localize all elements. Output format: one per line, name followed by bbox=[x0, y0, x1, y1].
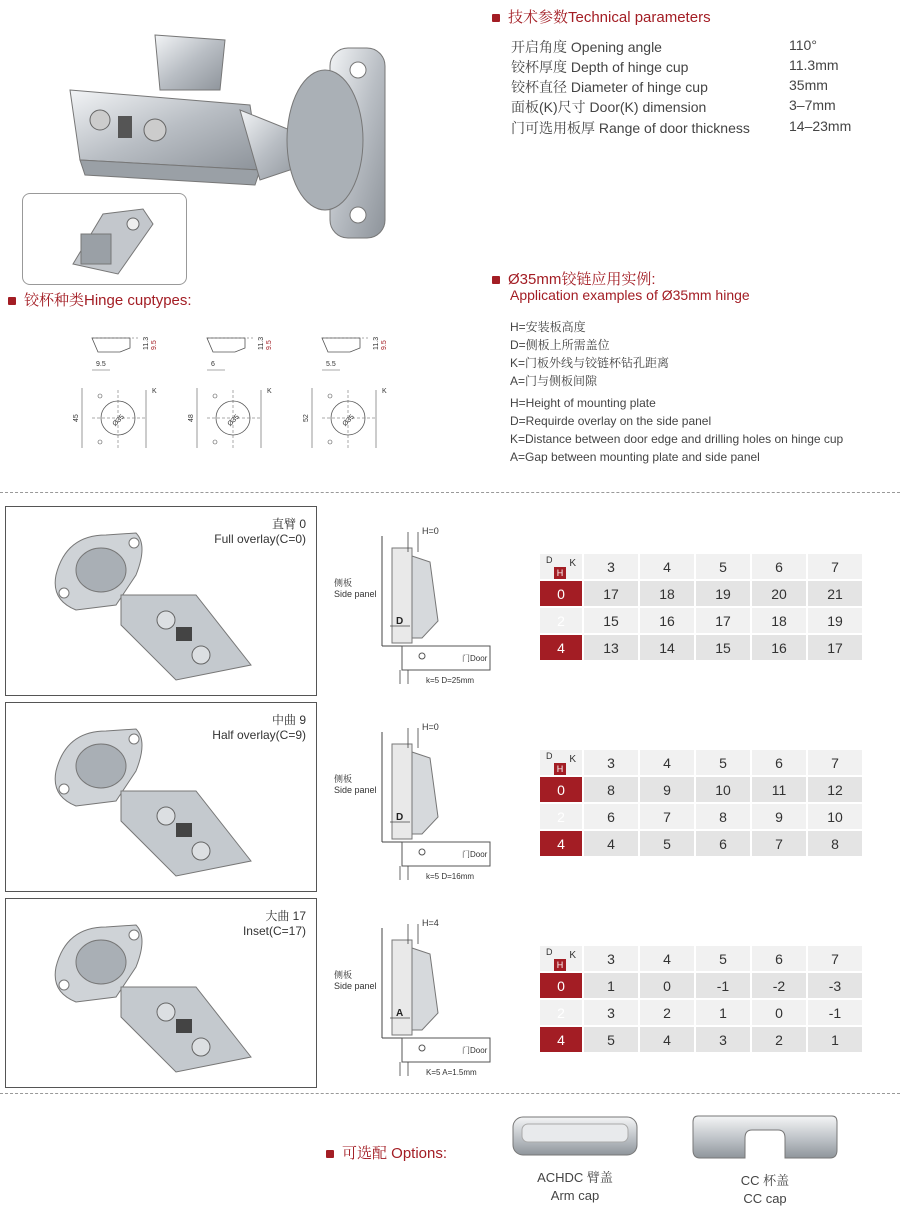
cup-profile bbox=[207, 338, 245, 352]
cup-diameter-label: Ø35 bbox=[341, 413, 356, 428]
table-cell: 4 bbox=[584, 831, 638, 856]
param-value: 11.3mm bbox=[789, 57, 839, 73]
table-cell: 6 bbox=[696, 831, 750, 856]
application-section-title bbox=[492, 268, 656, 289]
table-cell: 6 bbox=[584, 804, 638, 829]
table-cell: 2 bbox=[752, 1027, 806, 1052]
diagram-bottom-label: k=5 D=16mm bbox=[426, 872, 475, 881]
table-row bbox=[540, 635, 862, 660]
cup-profile bbox=[322, 338, 360, 352]
installation-diagram bbox=[330, 918, 510, 1083]
cup-diameter-label: Ø35 bbox=[226, 413, 241, 428]
cup-depth-label-red: 9.5 bbox=[266, 340, 273, 350]
technical-section-title bbox=[492, 6, 711, 27]
application-title-en: Application examples of Ø35mm hinge bbox=[510, 287, 750, 303]
table-h-header: 4 bbox=[540, 1027, 582, 1052]
table-k-header: 4 bbox=[640, 750, 694, 775]
legend-cn: H=安装板高度 bbox=[510, 320, 586, 334]
table-row bbox=[540, 1027, 862, 1052]
table-h-header: 2 bbox=[540, 1000, 582, 1025]
section-divider bbox=[0, 492, 900, 493]
table-k-header: 3 bbox=[584, 946, 638, 971]
table-cell: 1 bbox=[808, 1027, 862, 1052]
diagram-bottom-label: K=5 A=1.5mm bbox=[426, 1068, 477, 1077]
variant-hinge-photo bbox=[36, 711, 286, 891]
arm-cap-code: ACHDC 臂盖 bbox=[537, 1170, 613, 1185]
variant-name-cn: 直臂 0 bbox=[271, 517, 306, 531]
cup-depth-label: 11.3 bbox=[143, 336, 150, 350]
table-cell: 11 bbox=[752, 777, 806, 802]
table-cell: 9 bbox=[752, 804, 806, 829]
legend-en: A=Gap between mounting plate and side panel bbox=[510, 450, 760, 464]
diagram-door-label: 门Door bbox=[462, 1046, 488, 1055]
table-h-header: 2 bbox=[540, 804, 582, 829]
diagram-d-label: D bbox=[396, 616, 404, 627]
table-header-row bbox=[540, 946, 862, 971]
cup-depth-label: 11.3 bbox=[258, 336, 265, 350]
cc-cap-image bbox=[690, 1108, 840, 1163]
diagram-h-label: H=4 bbox=[422, 918, 439, 928]
variant-panel bbox=[5, 702, 317, 892]
section-divider bbox=[0, 1093, 900, 1094]
options-section-title bbox=[326, 1142, 447, 1163]
diagram-side-en: Side panel bbox=[334, 981, 377, 991]
diagram-side-en: Side panel bbox=[334, 785, 377, 795]
table-cell: 5 bbox=[584, 1027, 638, 1052]
table-cell: 8 bbox=[584, 777, 638, 802]
cc-cap-code: CC 杯盖 bbox=[740, 1173, 790, 1188]
variant-panel bbox=[5, 506, 317, 696]
table-h-header: 0 bbox=[540, 777, 582, 802]
technical-title: 技术参数Technical parameters bbox=[508, 9, 711, 26]
inset-hinge-photo bbox=[23, 194, 188, 286]
options-title: 可选配 Options: bbox=[342, 1145, 448, 1162]
param-label: 铰杯厚度 Depth of hinge cup bbox=[511, 59, 689, 75]
table-cell: 18 bbox=[640, 581, 694, 606]
variant-name-cn: 大曲 17 bbox=[265, 909, 306, 923]
table-cell: 20 bbox=[752, 581, 806, 606]
bullet-icon bbox=[492, 276, 500, 284]
table-cell: 10 bbox=[696, 777, 750, 802]
corner-k: K bbox=[569, 754, 576, 765]
corner-h: H bbox=[554, 959, 566, 971]
table-h-header: 4 bbox=[540, 635, 582, 660]
table-cell: 7 bbox=[640, 804, 694, 829]
arm-cap-name: Arm cap bbox=[550, 1188, 600, 1203]
table-row bbox=[540, 804, 862, 829]
table-cell: 14 bbox=[640, 635, 694, 660]
variant-hinge-photo bbox=[36, 515, 286, 695]
cup-depth-label-red: 9.5 bbox=[151, 340, 158, 350]
diagram-side-label bbox=[334, 970, 377, 992]
cup-screw-hole bbox=[213, 394, 217, 398]
installation-diagram-svg bbox=[330, 526, 510, 691]
legend-en: K=Distance between door edge and drilling holes on hinge cup bbox=[510, 432, 844, 446]
cup-offset-label: 9.5 bbox=[96, 361, 106, 368]
diagram-door-label: 门Door bbox=[462, 850, 488, 859]
table-cell: 4 bbox=[640, 1027, 694, 1052]
cuptypes-title: 铰杯种类Hinge cuptypes: bbox=[24, 292, 192, 309]
diagram-side-en: Side panel bbox=[334, 589, 377, 599]
table-cell: 16 bbox=[640, 608, 694, 633]
table-k-header: 3 bbox=[584, 750, 638, 775]
cup-k-label: K bbox=[382, 388, 387, 395]
table-header-row bbox=[540, 750, 862, 775]
table-row bbox=[540, 777, 862, 802]
installation-diagram bbox=[330, 722, 510, 887]
table-cell: 17 bbox=[584, 581, 638, 606]
table-cell: 8 bbox=[808, 831, 862, 856]
cuptypes-section-title bbox=[8, 289, 192, 310]
table-header-row bbox=[540, 554, 862, 579]
table-cell: 19 bbox=[808, 608, 862, 633]
table-cell: 9 bbox=[640, 777, 694, 802]
cup-screw-hole bbox=[328, 394, 332, 398]
bullet-icon bbox=[326, 1150, 334, 1158]
variant-name-en: Full overlay(C=0) bbox=[214, 532, 306, 546]
diagram-door-label: 门Door bbox=[462, 654, 488, 663]
variant-name-en: Inset(C=17) bbox=[242, 924, 306, 938]
table-cell: 18 bbox=[752, 608, 806, 633]
legend-en: H=Height of mounting plate bbox=[510, 396, 656, 410]
param-value-highlight: 35mm bbox=[789, 77, 828, 93]
corner-d: D bbox=[546, 947, 553, 957]
table-cell: 15 bbox=[696, 635, 750, 660]
cup-height-label: 48 bbox=[188, 414, 195, 422]
table-cell: 17 bbox=[808, 635, 862, 660]
corner-d: D bbox=[546, 751, 553, 761]
table-k-header: 5 bbox=[696, 554, 750, 579]
variant-hinge-photo bbox=[36, 907, 286, 1087]
application-title-cn: Ø35mm铰链应用实例: bbox=[508, 271, 656, 288]
installation-diagram-svg bbox=[330, 722, 510, 887]
diagram-h-label: H=0 bbox=[422, 722, 439, 732]
cup-k-label: K bbox=[267, 388, 272, 395]
corner-h: H bbox=[554, 763, 566, 775]
table-cell: 3 bbox=[696, 1027, 750, 1052]
table-k-header: 5 bbox=[696, 946, 750, 971]
variant-panel bbox=[5, 898, 317, 1088]
param-value: 14–23mm bbox=[789, 118, 852, 134]
table-cell: -1 bbox=[808, 1000, 862, 1025]
variant-name-cn: 中曲 9 bbox=[271, 713, 306, 727]
cup-height-label: 52 bbox=[303, 414, 310, 422]
cup-diagrams bbox=[70, 330, 410, 465]
corner-d: D bbox=[546, 555, 553, 565]
cup-diagrams-svg bbox=[70, 330, 410, 465]
param-label: 铰杯直径 Diameter of hinge cup bbox=[511, 79, 708, 95]
bullet-icon bbox=[492, 14, 500, 22]
table-cell: 21 bbox=[808, 581, 862, 606]
cc-cap-name: CC cap bbox=[743, 1191, 787, 1206]
installation-diagram bbox=[330, 526, 510, 691]
diagram-d-label: D bbox=[396, 812, 404, 823]
table-h-header: 4 bbox=[540, 831, 582, 856]
table-k-header: 6 bbox=[752, 554, 806, 579]
table-k-header: 3 bbox=[584, 554, 638, 579]
table-cell: 13 bbox=[584, 635, 638, 660]
cup-height-label: 45 bbox=[73, 414, 80, 422]
table-cell: -1 bbox=[696, 973, 750, 998]
table-cell: 7 bbox=[752, 831, 806, 856]
table-k-header: 6 bbox=[752, 750, 806, 775]
table-cell: -2 bbox=[752, 973, 806, 998]
param-value: 3–7mm bbox=[789, 97, 836, 113]
cup-screw-hole bbox=[328, 440, 332, 444]
table-k-header: 4 bbox=[640, 946, 694, 971]
table-cell: 15 bbox=[584, 608, 638, 633]
legend-cn: K=门板外线与铰链杯钻孔距离 bbox=[510, 356, 670, 370]
table-k-header: 7 bbox=[808, 750, 862, 775]
table-cell: 17 bbox=[696, 608, 750, 633]
cup-depth-label-red: 9.5 bbox=[381, 340, 388, 350]
inset-photo-frame bbox=[22, 193, 187, 285]
installation-diagram-svg bbox=[330, 918, 510, 1083]
table-cell: 3 bbox=[584, 1000, 638, 1025]
param-label: 面板(K)尺寸 Door(K) dimension bbox=[511, 99, 707, 115]
param-value: 110° bbox=[789, 37, 817, 53]
table-cell: 2 bbox=[640, 1000, 694, 1025]
diagram-d-label: A bbox=[396, 1008, 404, 1019]
cup-diameter-label: Ø35 bbox=[111, 413, 126, 428]
diagram-side-cn: 侧板 bbox=[334, 970, 353, 980]
overlay-table bbox=[538, 748, 864, 858]
table-cell: 5 bbox=[640, 831, 694, 856]
param-label: 开启角度 Opening angle bbox=[511, 39, 662, 55]
table-cell: 1 bbox=[584, 973, 638, 998]
legend-cn: A=门与侧板间隙 bbox=[510, 374, 598, 388]
diagram-side-label bbox=[334, 774, 377, 796]
table-corner bbox=[540, 750, 582, 775]
table-cell: 19 bbox=[696, 581, 750, 606]
table-h-header: 0 bbox=[540, 581, 582, 606]
corner-k: K bbox=[569, 558, 576, 569]
table-k-header: 6 bbox=[752, 946, 806, 971]
table-corner bbox=[540, 554, 582, 579]
table-cell: 8 bbox=[696, 804, 750, 829]
table-cell: 1 bbox=[696, 1000, 750, 1025]
cup-depth-label: 11.3 bbox=[373, 336, 380, 350]
legend-en: D=Requirde overlay on the side panel bbox=[510, 414, 712, 428]
corner-h: H bbox=[554, 567, 566, 579]
table-row bbox=[540, 608, 862, 633]
diagram-h-label: H=0 bbox=[422, 526, 439, 536]
table-k-header: 4 bbox=[640, 554, 694, 579]
cup-screw-hole bbox=[98, 394, 102, 398]
table-cell: 16 bbox=[752, 635, 806, 660]
cup-profile bbox=[92, 338, 130, 352]
corner-k: K bbox=[569, 950, 576, 961]
overlay-table bbox=[538, 944, 864, 1054]
variant-name-en: Half overlay(C=9) bbox=[212, 728, 306, 742]
legend-cn: D=侧板上所需盖位 bbox=[510, 338, 610, 352]
param-label: 门可选用板厚 Range of door thickness bbox=[511, 120, 750, 136]
cup-screw-hole bbox=[213, 440, 217, 444]
table-cell: 10 bbox=[808, 804, 862, 829]
table-k-header: 7 bbox=[808, 554, 862, 579]
diagram-side-cn: 侧板 bbox=[334, 774, 353, 784]
table-h-header: 0 bbox=[540, 973, 582, 998]
bullet-icon bbox=[8, 297, 16, 305]
table-k-header: 7 bbox=[808, 946, 862, 971]
cup-k-label: K bbox=[152, 388, 157, 395]
table-h-header: 2 bbox=[540, 608, 582, 633]
table-row bbox=[540, 581, 862, 606]
table-cell: 0 bbox=[752, 1000, 806, 1025]
table-row bbox=[540, 1000, 862, 1025]
table-cell: 0 bbox=[640, 973, 694, 998]
diagram-side-label bbox=[334, 578, 377, 600]
table-corner bbox=[540, 946, 582, 971]
cup-screw-hole bbox=[98, 440, 102, 444]
arm-cap-image bbox=[510, 1112, 640, 1162]
table-cell: -3 bbox=[808, 973, 862, 998]
diagram-side-cn: 侧板 bbox=[334, 578, 353, 588]
overlay-table bbox=[538, 552, 864, 662]
table-k-header: 5 bbox=[696, 750, 750, 775]
cup-offset-label: 5.5 bbox=[326, 361, 336, 368]
diagram-bottom-label: k=5 D=25mm bbox=[426, 676, 475, 685]
cup-offset-label: 6 bbox=[211, 361, 215, 368]
table-cell: 12 bbox=[808, 777, 862, 802]
table-row bbox=[540, 831, 862, 856]
table-row bbox=[540, 973, 862, 998]
